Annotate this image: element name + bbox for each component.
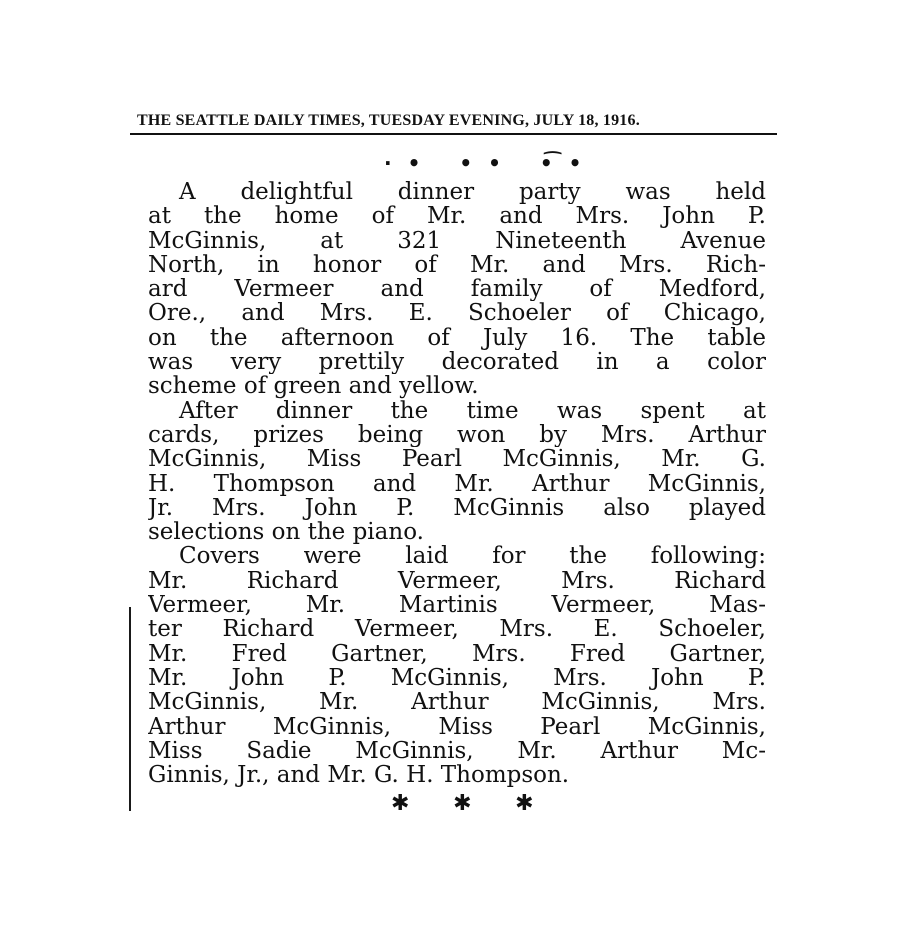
article-line: ard Vermeer and family of Medford, — [148, 277, 766, 302]
article-line: A delightful dinner party was held — [179, 180, 766, 205]
article-line: Mr. John P. McGinnis, Mrs. John P. — [148, 665, 766, 691]
article-line: McGinnis, at 321 Nineteenth Avenue — [148, 228, 766, 253]
ornament-bottom: ✱ ✱ ✱ — [391, 791, 552, 816]
article-line: H. Thompson and Mr. Arthur McGinnis, — [148, 471, 766, 496]
article-line: Mr. Fred Gartner, Mrs. Fred Gartner, — [148, 641, 766, 666]
article-line: cards, prizes being won by Mrs. Arthur — [148, 422, 766, 448]
article-line: McGinnis, Mr. Arthur McGinnis, Mrs. — [148, 690, 766, 715]
article-line: Arthur McGinnis, Miss Pearl McGinnis, — [148, 714, 766, 739]
article-line: on the afternoon of July 16. The table — [148, 325, 766, 351]
masthead: THE SEATTLE DAILY TIMES, TUESDAY EVENING, JULY 18, 1916. — [137, 112, 640, 129]
article-line: ter Richard Vermeer, Mrs. E. Schoeler, — [148, 617, 766, 642]
article-line: at the home of Mr. and Mrs. John P. — [148, 204, 766, 229]
article-line: selections on the piano. — [148, 520, 424, 545]
article-line: was very prettily decorated in a color — [148, 350, 766, 375]
article-line: Ginnis, Jr., and Mr. G. H. Thompson. — [148, 763, 570, 788]
article-line: North, in honor of Mr. and Mrs. Rich- — [148, 252, 766, 278]
article-line: McGinnis, Miss Pearl McGinnis, Mr. G. — [148, 447, 766, 472]
article-line: Jr. Mrs. John P. McGinnis also played — [148, 495, 766, 521]
article-line: Vermeer, Mr. Martinis Vermeer, Mas- — [148, 593, 766, 618]
article-line: Ore., and Mrs. E. Schoeler of Chicago, — [148, 301, 766, 326]
masthead-rule — [130, 133, 777, 135]
article-line: After dinner the time was spent at — [179, 398, 766, 423]
article-line: Miss Sadie McGinnis, Mr. Arthur Mc- — [148, 738, 766, 764]
ornament-top: ·• •• •͡• — [384, 151, 598, 175]
article-line: scheme of green and yellow. — [148, 374, 479, 399]
column-margin-rule — [129, 607, 131, 811]
article-body — [148, 180, 766, 787]
article-line: Mr. Richard Vermeer, Mrs. Richard — [148, 568, 766, 594]
article-line: Covers were laid for the following: — [179, 544, 766, 569]
